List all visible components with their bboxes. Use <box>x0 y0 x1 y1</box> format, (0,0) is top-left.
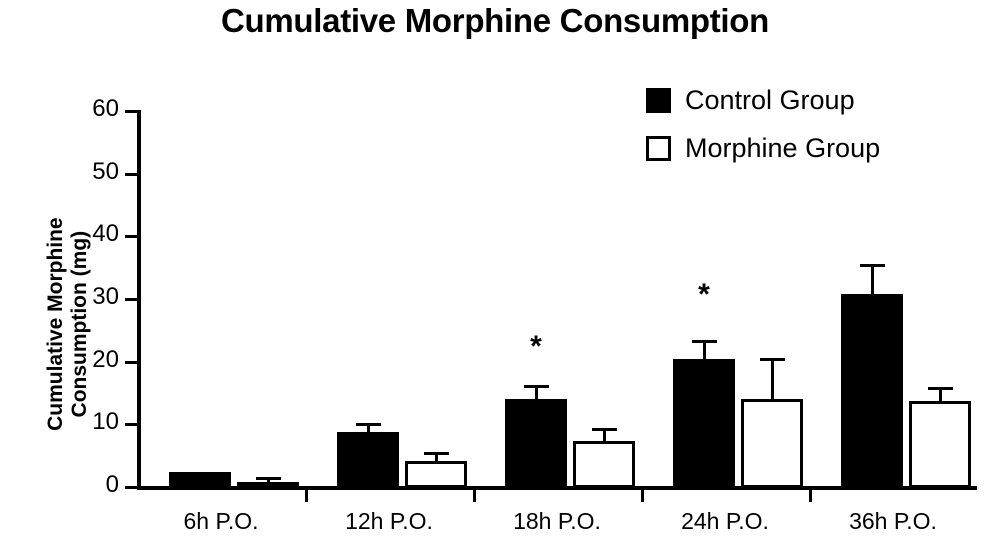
bar-control-24h <box>673 359 735 488</box>
bar-morphine-12h <box>405 461 467 488</box>
error-bar-morphine-36h <box>939 390 942 401</box>
error-bar-morphine-24h <box>771 361 774 399</box>
error-bar-control-12h <box>367 426 370 432</box>
significance-star-18h: * <box>530 330 542 363</box>
x-tick-4 <box>809 490 812 502</box>
error-cap-control-36h <box>860 264 885 267</box>
y-tick-30 <box>92 283 137 310</box>
bar-control-6h <box>169 472 231 488</box>
error-cap-morphine-12h <box>424 452 449 455</box>
error-cap-control-12h <box>356 423 381 426</box>
y-tick-10 <box>92 408 137 436</box>
y-tick-40 <box>92 220 137 248</box>
x-tick-1 <box>305 490 308 502</box>
x-category-label-1: 6h P.O. <box>183 508 259 534</box>
y-tick-label-60: 60 <box>92 95 119 122</box>
bar-morphine-24h <box>741 399 803 488</box>
legend-label-control: Control Group <box>685 84 855 115</box>
y-tick-label-40: 40 <box>92 220 119 248</box>
y-tick-20 <box>92 345 137 373</box>
y-tick-60 <box>92 95 137 122</box>
y-tick-label-30: 30 <box>92 283 119 310</box>
x-category-label-4: 24h P.O. <box>681 508 769 534</box>
significance-star-24h: * <box>698 278 710 311</box>
error-cap-control-18h <box>524 385 549 388</box>
x-category-label-5: 36h P.O. <box>849 508 937 534</box>
bar-control-18h <box>505 399 567 488</box>
y-tick-label-50: 50 <box>92 157 119 185</box>
bar-morphine-18h <box>573 441 635 488</box>
y-tick-label-20: 20 <box>92 345 119 373</box>
x-category-label-2: 12h P.O. <box>345 508 433 534</box>
error-cap-morphine-36h <box>928 387 953 390</box>
error-bar-control-18h <box>535 388 538 399</box>
y-tick-label-0: 0 <box>105 471 119 498</box>
y-axis-line <box>137 110 141 490</box>
chart-title: Cumulative Morphine Consumption <box>220 2 770 39</box>
error-bar-control-36h <box>871 267 874 294</box>
bar-morphine-36h <box>909 401 971 488</box>
x-category-label-3: 18h P.O. <box>513 508 601 534</box>
y-tick-label-10: 10 <box>92 408 119 436</box>
y-tick-0 <box>105 471 137 498</box>
filled-square-icon <box>646 88 671 113</box>
x-tick-3 <box>641 490 644 502</box>
legend-label-morphine: Morphine Group <box>685 132 881 163</box>
error-cap-morphine-24h <box>760 358 785 361</box>
bar-control-36h <box>841 294 903 488</box>
x-tick-2 <box>473 490 476 502</box>
y-axis-label-line2: Consumption (mg) <box>68 230 91 418</box>
error-cap-morphine-6h <box>256 477 281 480</box>
error-cap-morphine-18h <box>592 428 617 431</box>
y-axis-label-line1: Cumulative Morphine <box>43 217 67 431</box>
bar-control-12h <box>337 432 399 488</box>
error-cap-control-24h <box>692 340 717 343</box>
y-tick-50 <box>92 157 137 185</box>
error-bar-morphine-12h <box>435 455 438 461</box>
error-bar-morphine-18h <box>603 431 606 441</box>
error-bar-control-24h <box>703 343 706 359</box>
error-bar-morphine-6h <box>267 480 270 483</box>
